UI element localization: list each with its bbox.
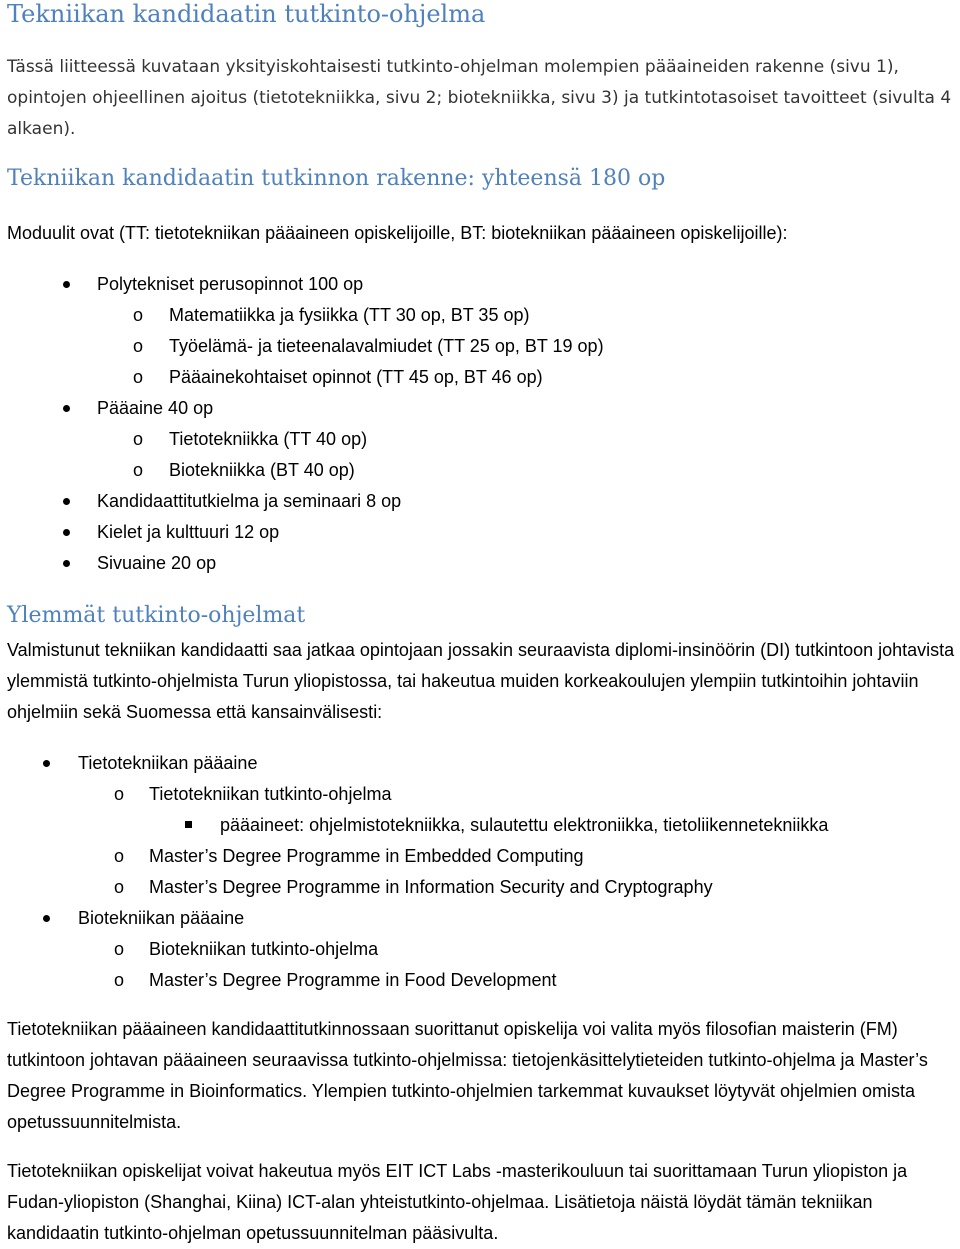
bullet-icon bbox=[63, 529, 70, 536]
section-heading-structure: Tekniikan kandidaatin tutkinnon rakenne: yhteensä 180 op bbox=[7, 166, 666, 191]
list-item-label: Pääaine 40 op bbox=[97, 398, 214, 418]
page-title: Tekniikan kandidaatin tutkinto-ohjelma bbox=[7, 0, 486, 28]
list-item-label: Sivuaine 20 op bbox=[97, 553, 217, 573]
list-item-label: Polytekniset perusopinnot 100 op bbox=[97, 274, 364, 294]
bullet-icon bbox=[63, 405, 70, 412]
modules-lead: Moduulit ovat (TT: tietotekniikan pääaineen opiskelijoille, BT: biotekniikan pääaineen opiskelijoille): bbox=[7, 223, 788, 243]
circle-bullet-icon: o bbox=[114, 846, 125, 866]
list-item-label: Matematiikka ja fysiikka (TT 30 op, BT 35 op) bbox=[169, 305, 530, 325]
list-item-label: Pääainekohtaiset opinnot (TT 45 op, BT 46 op) bbox=[169, 367, 543, 387]
master-lead: Valmistunut tekniikan kandidaatti saa jatkaa opintojaan jossakin seuraavista diplomi-insinöörin (DI) tutkintoon johtavista ylemmistä tutkinto-ohjelmista Turun yliopistossa, tai hakeutua muiden korkeakoulujen ylempiin tutkintoihin johtaviin ohjelmiin sekä Suomessa että kansainvälisesti: bbox=[7, 640, 955, 722]
fm-paragraph: Tietotekniikan pääaineen kandidaattitutkinnossaan suorittanut opiskelija voi valita myös filosofian maisterin (FM) tutkintoon johtavan pääaineen seuraavissa tutkinto-ohjelmissa: tietojenkäsittelytieteiden tutkinto-ohjelma ja Master’s Degree Programme in Bioinformatics. Ylempien tutkinto-ohjelmien tarkemmat kuvaukset löytyvät ohjelmien omista opetussuunnitelmista. bbox=[7, 1019, 928, 1132]
bullet-icon bbox=[63, 560, 70, 567]
list-item-label: Biotekniikan pääaine bbox=[78, 908, 245, 928]
circle-bullet-icon: o bbox=[133, 429, 144, 449]
list-item-label: Kielet ja kulttuuri 12 op bbox=[97, 522, 280, 542]
bullet-icon bbox=[63, 281, 70, 288]
list-item-label: Työelämä- ja tieteenalavalmiudet (TT 25 op, BT 19 op) bbox=[169, 336, 604, 356]
list-item-label: Master’s Degree Programme in Food Development bbox=[149, 970, 557, 990]
section-heading-master: Ylemmät tutkinto-ohjelmat bbox=[7, 603, 306, 628]
circle-bullet-icon: o bbox=[114, 939, 125, 959]
eit-paragraph: Tietotekniikan opiskelijat voivat hakeutua myös EIT ICT Labs -masterikouluun tai suorittamaan Turun yliopiston ja Fudan-yliopiston (Shanghai, Kiina) ICT-alan yhteistutkinto-ohjelmaa. Lisätietoja näistä löydät tämän tekniikan kandidaatin tutkinto-ohjelman opetussuunnitelman pääsivulta. bbox=[7, 1161, 908, 1243]
circle-bullet-icon: o bbox=[133, 305, 144, 325]
circle-bullet-icon: o bbox=[114, 970, 125, 990]
list-item-label: Kandidaattitutkielma ja seminaari 8 op bbox=[97, 491, 402, 511]
circle-bullet-icon: o bbox=[114, 877, 125, 897]
list-item-label: Tietotekniikan tutkinto-ohjelma bbox=[149, 784, 392, 804]
list-item-label: Biotekniikka (BT 40 op) bbox=[169, 460, 355, 480]
bullet-icon bbox=[43, 915, 50, 922]
list-item-label: Biotekniikan tutkinto-ohjelma bbox=[149, 939, 379, 959]
square-bullet-icon bbox=[185, 821, 192, 828]
bullet-icon bbox=[63, 498, 70, 505]
intro-paragraph: Tässä liitteessä kuvataan yksityiskohtaisesti tutkinto-ohjelman molempien pääaineiden rakenne (sivu 1), opintojen ohjeellinen ajoitus (tietotekniikka, sivu 2; biotekniikka, sivu 3) ja tutkintotasoiset tavoitteet (sivulta 4 alkaen). bbox=[7, 57, 952, 139]
bullet-icon bbox=[43, 760, 50, 767]
list-item-label: Tietotekniikan pääaine bbox=[78, 753, 258, 773]
list-item-label: Tietotekniikka (TT 40 op) bbox=[169, 429, 368, 449]
list-item-label: Master’s Degree Programme in Embedded Computing bbox=[149, 846, 584, 866]
circle-bullet-icon: o bbox=[133, 336, 144, 356]
list-item-label: Master’s Degree Programme in Information Security and Cryptography bbox=[149, 877, 713, 897]
circle-bullet-icon: o bbox=[133, 460, 144, 480]
list-item-label: pääaineet: ohjelmistotekniikka, sulautettu elektroniikka, tietoliikennetekniikka bbox=[220, 815, 829, 835]
circle-bullet-icon: o bbox=[114, 784, 125, 804]
circle-bullet-icon: o bbox=[133, 367, 144, 387]
